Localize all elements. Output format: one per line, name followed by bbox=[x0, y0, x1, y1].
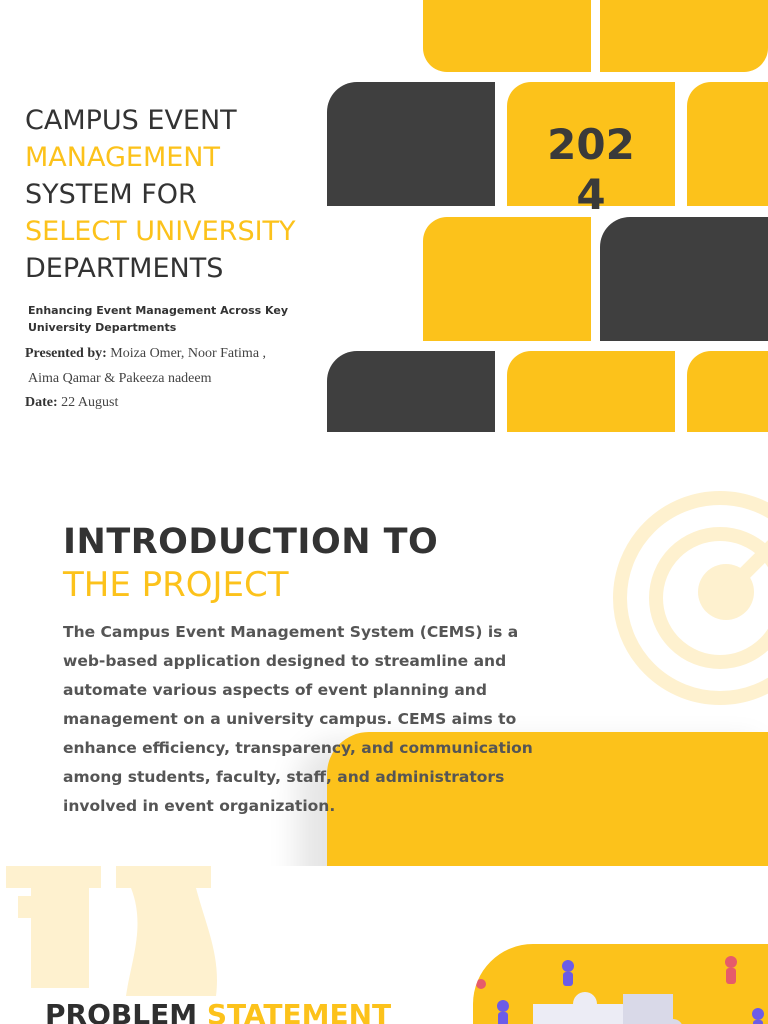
intro-heading-2: THE PROJECT bbox=[63, 565, 289, 605]
deco-tile bbox=[423, 217, 591, 341]
deco-tile bbox=[600, 217, 768, 341]
intro-heading-1: INTRODUCTION TO bbox=[63, 522, 439, 562]
subtitle: Enhancing Event Management Across Key University Departments bbox=[28, 304, 289, 334]
deco-tile bbox=[687, 351, 768, 432]
date-value: 22 August bbox=[61, 395, 119, 410]
presenters-line-2: Aima Qamar & Pakeeza nadeem bbox=[28, 371, 212, 386]
presenters-line-1 bbox=[25, 346, 266, 362]
problem-heading bbox=[45, 998, 391, 1024]
title-line-1: CAMPUS EVENT bbox=[25, 105, 237, 136]
puzzle-icon bbox=[473, 944, 768, 1024]
deco-tile bbox=[507, 351, 675, 432]
intro-body: The Campus Event Management System (CEMS) is a web-based application designed to streamline and automate various aspects of event planning and management on a university campus. CEMS aims to enhance efficiency, transparency, and communication among students, faculty, staff, and administrators involved in event organization. bbox=[63, 623, 533, 815]
puzzle-illustration bbox=[473, 944, 768, 1024]
deco-tile bbox=[327, 82, 495, 206]
presenters-names-1: Moiza Omer, Noor Fatima , bbox=[110, 346, 267, 361]
title-line-4: SELECT UNIVERSITY bbox=[25, 216, 296, 247]
problem-slide bbox=[0, 866, 768, 1024]
title-line-5: DEPARTMENTS bbox=[25, 253, 224, 284]
presented-label: Presented by: bbox=[25, 346, 107, 361]
target-icon bbox=[600, 472, 768, 712]
year-label: 2024 bbox=[547, 120, 635, 219]
deco-tile bbox=[423, 0, 591, 72]
intro-slide bbox=[0, 432, 768, 866]
deco-tile bbox=[687, 82, 768, 206]
deco-tile bbox=[600, 0, 768, 72]
title-line-3: SYSTEM FOR bbox=[25, 179, 197, 210]
title-slide bbox=[0, 0, 768, 432]
problem-heading-part1: PROBLEM bbox=[45, 998, 198, 1024]
title-line-2: MANAGEMENT bbox=[25, 142, 220, 173]
deco-tile bbox=[327, 351, 495, 432]
date-label: Date: bbox=[25, 395, 58, 410]
date-line bbox=[25, 395, 118, 411]
problem-heading-part2: STATEMENT bbox=[206, 998, 392, 1024]
